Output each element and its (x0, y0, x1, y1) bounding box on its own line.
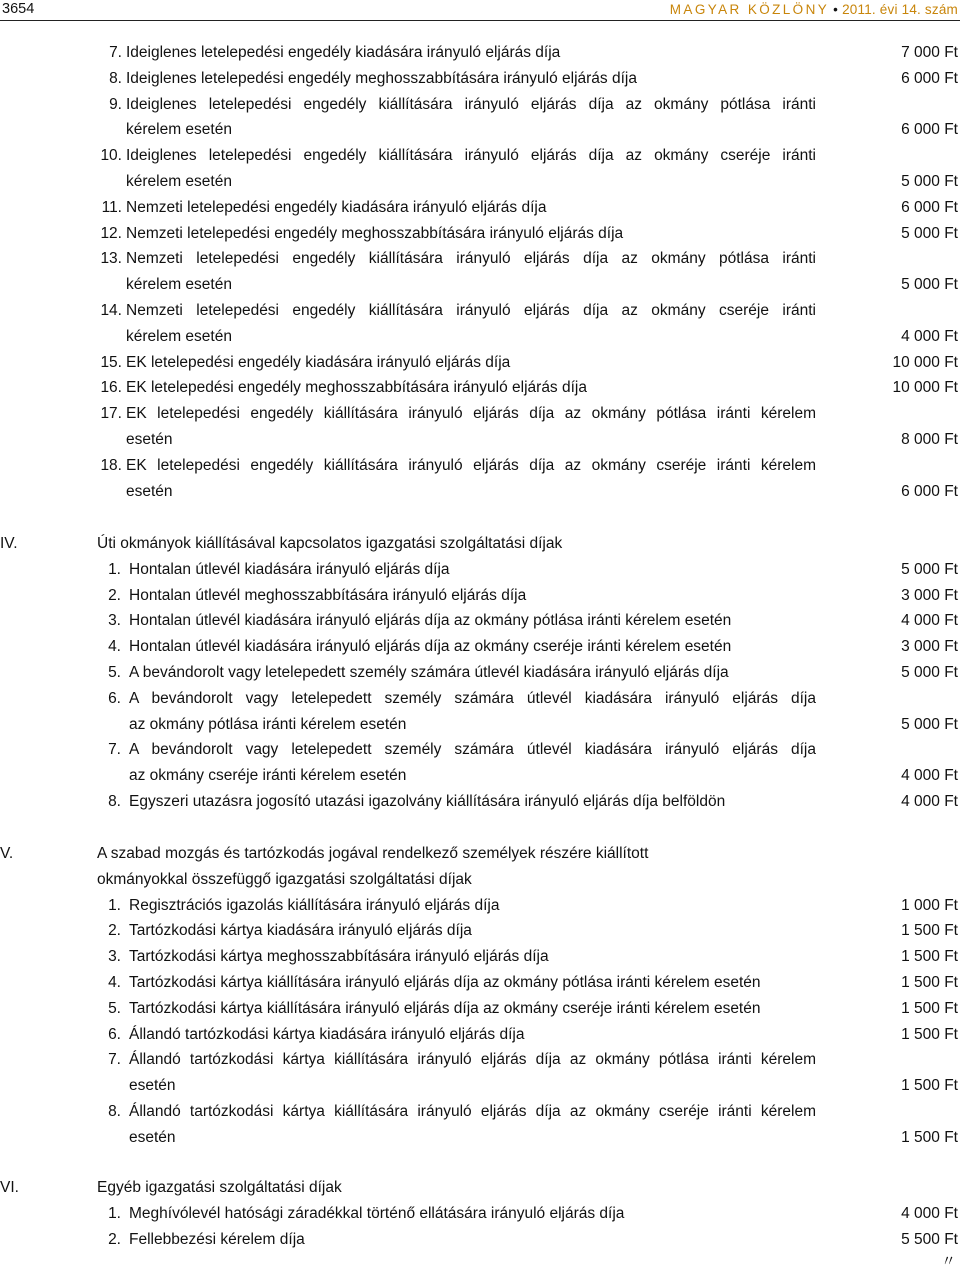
item-number: 2. (108, 586, 121, 604)
item-line (0, 453, 960, 479)
section-title (0, 1175, 960, 1201)
closing-mark: 〃 (940, 1253, 956, 1270)
item-line (0, 970, 960, 996)
item-text: Állandó tartózkodási kártya kiállítására irányuló eljárás díja az okmány pótlása iránti kérelem (129, 1051, 816, 1069)
item-number: 3. (108, 612, 121, 630)
section-title (0, 867, 960, 893)
item-fee: 8 000 Ft (901, 430, 958, 448)
item-number: 2. (108, 922, 121, 940)
item-text: A bevándorolt vagy letelepedett személy számára útlevél kiadására irányuló eljárás díja (129, 689, 816, 707)
item-fee: 6 000 Ft (901, 121, 958, 139)
item-number: 4. (108, 974, 121, 991)
item-line (0, 324, 960, 350)
item-number: 16. (100, 379, 122, 397)
item-text: Állandó tartózkodási kártya kiadására irányuló eljárás díja (129, 1025, 525, 1043)
item-line (0, 608, 960, 634)
item-line (0, 660, 960, 686)
item-fee: 1 500 Ft (901, 974, 958, 991)
item-text: Nemzeti letelepedési engedély kiállítására irányuló eljárás díja az okmány pótlása iránti (126, 250, 816, 268)
item-number: 7. (108, 741, 121, 759)
item-number: 1. (108, 896, 121, 914)
item-number: 9. (109, 95, 122, 113)
item-fee: 6 000 Ft (901, 69, 958, 87)
item-fee: 3 000 Ft (901, 586, 958, 604)
item-line (0, 427, 960, 453)
item-text: kérelem esetén (126, 172, 232, 190)
item-line (0, 1073, 960, 1099)
item-fee: 5 000 Ft (901, 715, 958, 733)
item-text: kérelem esetén (126, 327, 232, 345)
item-text: az okmány cseréje iránti kérelem esetén (129, 767, 407, 785)
item-text: Nemzeti letelepedési engedély kiadására irányuló eljárás díja (126, 198, 547, 216)
item-fee: 1 500 Ft (901, 922, 958, 940)
item-fee: 6 000 Ft (901, 198, 958, 216)
section-title-text: A szabad mozgás és tartózkodás jogával rendelkező személyek részére kiállított (97, 845, 649, 862)
item-text: Tartózkodási kártya kiadására irányuló eljárás díja (129, 922, 472, 940)
item-fee: 1 500 Ft (901, 1128, 958, 1146)
item-line (0, 246, 960, 272)
item-fee: 5 000 Ft (901, 224, 958, 242)
item-fee: 4 000 Ft (901, 327, 958, 345)
item-line (0, 1099, 960, 1125)
item-number: 2. (108, 1230, 121, 1248)
item-number: 13. (100, 250, 122, 268)
item-text: Tartózkodási kártya kiállítására irányuló eljárás díja az okmány pótlása iránti kérelem esetén (129, 974, 761, 991)
item-text: esetén (129, 1128, 176, 1146)
item-line (0, 1047, 960, 1073)
item-number: 7. (108, 1051, 121, 1069)
item-line (0, 92, 960, 118)
item-fee: 4 000 Ft (901, 1204, 958, 1222)
item-number: 12. (100, 224, 122, 242)
item-fee: 4 000 Ft (901, 793, 958, 810)
item-text: EK letelepedési engedély kiadására irányuló eljárás díja (126, 353, 511, 371)
item-text: Állandó tartózkodási kártya kiállítására irányuló eljárás díja az okmány cseréje iránti kérelem (129, 1103, 816, 1120)
item-text: Ideiglenes letelepedési engedély kiállítására irányuló eljárás díja az okmány cseréje iránti (126, 147, 816, 165)
page-number: 3654 (2, 1, 35, 17)
item-line (0, 918, 960, 944)
item-number: 1. (108, 1204, 121, 1222)
item-fee: 1 000 Ft (901, 896, 958, 914)
item-line (0, 763, 960, 789)
item-line (0, 1201, 960, 1227)
item-text: Hontalan útlevél kiadására irányuló eljárás díja (129, 560, 450, 578)
issue-label: 2011. évi 14. szám (842, 2, 958, 17)
item-fee: 4 000 Ft (901, 767, 958, 785)
item-text: Meghívólevél hatósági záradékkal történő ellátására irányuló eljárás díja (129, 1204, 625, 1222)
section-number: VI. (0, 1179, 19, 1196)
item-text: A bevándorolt vagy letelepedett személy számára útlevél kiadására irányuló eljárás díja (129, 741, 816, 759)
item-text: Regisztrációs igazolás kiállítására irányuló eljárás díja (129, 896, 500, 914)
item-line (0, 944, 960, 970)
item-fee: 7 000 Ft (901, 44, 958, 61)
item-fee: 5 000 Ft (901, 560, 958, 578)
item-fee: 1 500 Ft (901, 1025, 958, 1043)
item-text: az okmány pótlása iránti kérelem esetén (129, 715, 407, 733)
item-line (0, 298, 960, 324)
item-line (0, 375, 960, 401)
item-line (0, 143, 960, 169)
item-fee: 6 000 Ft (901, 482, 958, 500)
item-text: esetén (129, 1077, 176, 1095)
item-fee: 5 000 Ft (901, 276, 958, 294)
item-fee: 10 000 Ft (892, 379, 958, 397)
item-text: esetén (126, 482, 173, 500)
item-text: EK letelepedési engedély kiállítására irányuló eljárás díja az okmány cseréje iránti kérelem (126, 456, 816, 474)
item-line (0, 634, 960, 660)
item-number: 7. (109, 44, 122, 61)
item-line (0, 712, 960, 738)
item-text: Egyszeri utazásra jogosító utazási igazolvány kiállítására irányuló eljárás díja belföldön (129, 793, 726, 810)
item-text: Nemzeti letelepedési engedély meghosszabbítására irányuló eljárás díja (126, 224, 624, 242)
item-line (0, 195, 960, 221)
item-number: 8. (108, 793, 121, 810)
item-number: 18. (100, 456, 122, 474)
item-text: Hontalan útlevél kiadására irányuló eljárás díja az okmány cseréje iránti kérelem esetén (129, 638, 732, 656)
item-fee: 1 500 Ft (901, 999, 958, 1017)
section-title (0, 841, 960, 867)
item-line (0, 893, 960, 919)
section-title-text: Úti okmányok kiállításával kapcsolatos igazgatási szolgáltatási díjak (97, 535, 563, 552)
item-number: 10. (100, 147, 122, 165)
item-line (0, 401, 960, 427)
item-number: 1. (108, 560, 121, 578)
item-line (0, 789, 960, 815)
journal-issue (670, 1, 958, 18)
item-text: kérelem esetén (126, 276, 232, 294)
item-number: 4. (108, 638, 121, 656)
section-number: V. (0, 845, 14, 862)
item-line (0, 40, 960, 66)
item-text: kérelem esetén (126, 121, 232, 139)
section-title-text: okmányokkal összefüggő igazgatási szolgáltatási díjak (97, 870, 472, 888)
item-line (0, 557, 960, 583)
item-line (0, 272, 960, 298)
item-line (0, 1125, 960, 1151)
item-number: 3. (108, 948, 121, 966)
item-line (0, 996, 960, 1022)
item-number: 15. (100, 353, 122, 371)
section-title-text: Egyéb igazgatási szolgáltatási díjak (97, 1179, 342, 1196)
item-fee: 10 000 Ft (892, 353, 958, 371)
item-text: Ideiglenes letelepedési engedély meghosszabbítására irányuló eljárás díja (126, 69, 637, 87)
item-text: Hontalan útlevél kiadására irányuló eljárás díja az okmány pótlása iránti kérelem esetén (129, 612, 732, 630)
item-line (0, 1022, 960, 1048)
item-text: EK letelepedési engedély meghosszabbítására irányuló eljárás díja (126, 379, 587, 397)
item-text: A bevándorolt vagy letelepedett személy számára útlevél kiadására irányuló eljárás díja (129, 664, 729, 681)
item-fee: 3 000 Ft (901, 638, 958, 656)
item-line (0, 221, 960, 247)
item-text: Tartózkodási kártya kiállítására irányuló eljárás díja az okmány cseréje iránti kérelem esetén (129, 999, 761, 1017)
item-text: esetén (126, 430, 173, 448)
item-fee: 5 000 Ft (901, 664, 958, 681)
section-number: IV. (0, 535, 18, 552)
item-line (0, 1227, 960, 1253)
item-line (0, 350, 960, 376)
item-number: 17. (100, 405, 122, 423)
item-text: Ideiglenes letelepedési engedély kiadására irányuló eljárás díja (126, 44, 561, 61)
section-title (0, 531, 960, 557)
separator-dot: • (833, 2, 839, 17)
item-text: EK letelepedési engedély kiállítására irányuló eljárás díja az okmány pótlása iránti kérelem (126, 405, 816, 423)
item-line (0, 583, 960, 609)
item-number: 11. (101, 198, 122, 216)
item-text: Tartózkodási kártya meghosszabbítására irányuló eljárás díja (129, 948, 549, 966)
item-line (0, 117, 960, 143)
item-text: Nemzeti letelepedési engedély kiállítására irányuló eljárás díja az okmány cseréje iránti (126, 302, 816, 319)
item-line (0, 169, 960, 195)
item-number: 5. (108, 664, 121, 681)
item-line (0, 66, 960, 92)
item-number: 6. (108, 689, 121, 707)
item-fee: 5 500 Ft (901, 1230, 958, 1248)
item-number: 14. (100, 302, 122, 319)
item-fee: 5 000 Ft (901, 172, 958, 190)
page-header (0, 0, 960, 21)
item-number: 6. (108, 1025, 121, 1043)
journal-title: MAGYAR KÖZLÖNY (669, 2, 830, 17)
item-fee: 4 000 Ft (901, 612, 958, 630)
item-fee: 1 500 Ft (901, 948, 958, 966)
item-text: Hontalan útlevél meghosszabbítására irányuló eljárás díja (129, 586, 527, 604)
item-number: 5. (108, 999, 121, 1017)
item-line (0, 737, 960, 763)
item-number: 8. (108, 1103, 121, 1120)
item-text: Fellebbezési kérelem díja (129, 1230, 305, 1248)
item-line (0, 479, 960, 505)
item-text: Ideiglenes letelepedési engedély kiállítására irányuló eljárás díja az okmány pótlása iránti (126, 95, 816, 113)
item-number: 8. (109, 69, 122, 87)
item-line (0, 686, 960, 712)
item-fee: 1 500 Ft (901, 1077, 958, 1095)
